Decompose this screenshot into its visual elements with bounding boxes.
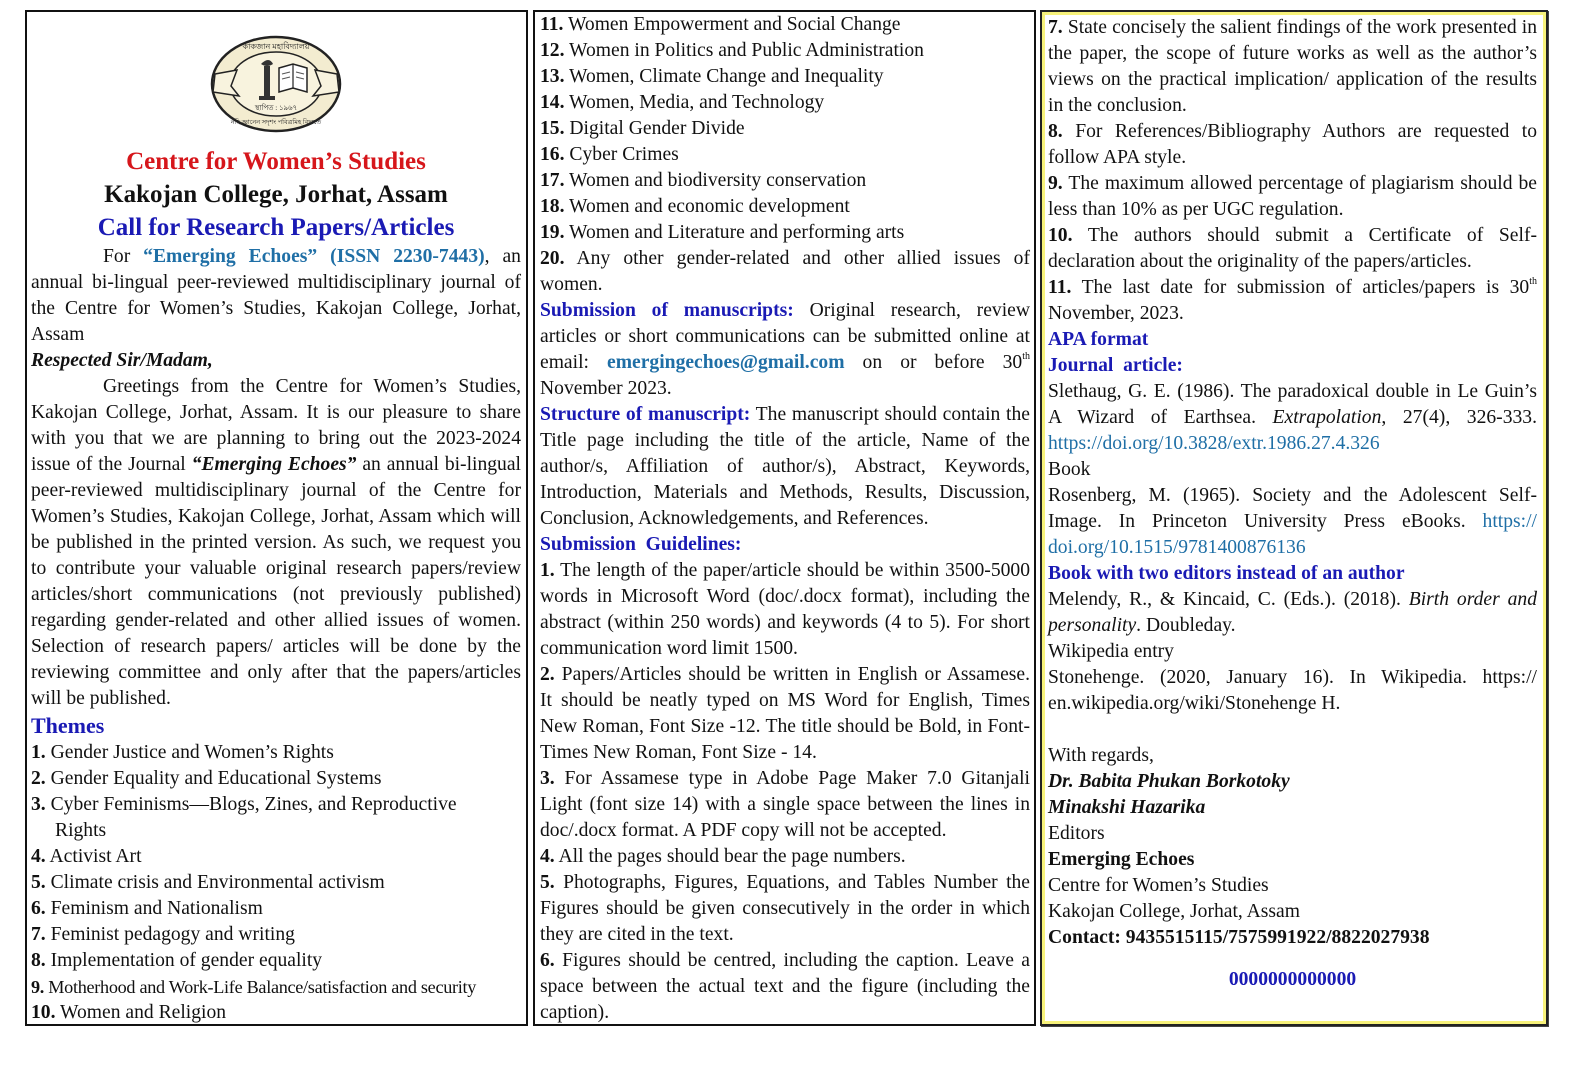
journal-name-em: “Emerging Echoes”	[191, 454, 357, 475]
structure-paragraph: Structure of manuscript: The manuscript should contain the Title page including the title of the article, Name of the author/s, Affiliation of author/s), Abstract, Keywords, Introduction, Materials and Methods, Results, Discussion, Conclusion, Acknowledgements, and References.	[540, 404, 1030, 529]
submission-paragraph: Submission of manuscripts: Original research, review articles or short communications can be submitted online at email: emergingechoes@gmail.com on or before 30th November 2023.	[540, 300, 1030, 399]
theme-item: 18. Women and economic development	[540, 196, 850, 217]
theme-item: 19. Women and Literature and performing arts	[540, 222, 905, 243]
theme-item: 20. Any other gender-related and other allied issues of women.	[540, 248, 1030, 295]
guideline-item: 5. Photographs, Figures, Equations, and Tables Number the Figures should be given consecutively in the order in which they are cited in the text.	[540, 872, 1031, 945]
body-paragraph	[31, 374, 521, 712]
intro-prefix: For	[103, 246, 144, 267]
theme-item: 6. Feminism and Nationalism	[31, 898, 263, 919]
wikipedia-label: Wikipedia entry	[1048, 641, 1174, 662]
journal-doi-link[interactable]: https://doi.org/10.3828/extr.1986.27.4.326	[1048, 433, 1380, 454]
column-3-inner	[1042, 12, 1546, 1024]
guidelines-list	[540, 558, 1030, 1026]
theme-item: 17. Women and biodiversity conservation	[540, 170, 867, 191]
journal-name-signature: Emerging Echoes	[1048, 849, 1195, 870]
college-title: Kakojan College, Jorhat, Assam	[104, 181, 448, 208]
guideline-item: 10. The authors should submit a Certificate of Self-declaration about the originality of the papers/articles.	[1048, 225, 1537, 272]
editor-name-1: Dr. Babita Phukan Borkotoky	[1048, 771, 1290, 792]
guideline-item: 8. For References/Bibliography Authors are requested to follow APA style.	[1048, 121, 1537, 168]
salutation: Respected Sir/Madam,	[31, 350, 213, 371]
guidelines-heading: Submission Guidelines:	[540, 534, 742, 555]
contact-numbers: Contact: 9435515115/7575991922/8822027938	[1048, 927, 1430, 948]
guideline-item: 4. All the pages should bear the page numbers.	[540, 846, 906, 867]
editors-label: Editors	[1048, 823, 1105, 844]
book-label: Book	[1048, 459, 1091, 480]
theme-item: 10. Women and Religion	[31, 1002, 227, 1023]
guideline-item: 7. State concisely the salient findings of the work presented in the paper, the scope of future works as well as the author’s views on the practical implication/ application of the results in the conclusion.	[1048, 17, 1537, 116]
theme-item: 13. Women, Climate Change and Inequality	[540, 66, 884, 87]
column-1	[25, 10, 528, 1026]
structure-heading: Structure of manuscript:	[540, 404, 751, 425]
closing: With regards,	[1048, 745, 1154, 766]
theme-item: 5. Climate crisis and Environmental activism	[31, 872, 385, 893]
submission-email-link[interactable]: emergingechoes@gmail.com	[607, 352, 845, 373]
themes-list-continued	[540, 12, 1030, 298]
book-doi-link[interactable]: https:// doi.org/10.1515/9781400876136	[1048, 511, 1537, 558]
theme-item: 1. Gender Justice and Women’s Rights	[31, 742, 334, 763]
guideline-item: 2. Papers/Articles should be written in English or Assamese. It should be neatly typed on MS Word for English, Times New Roman, Font Size -12. The title should be Bold, in Font-Times New Roman, Font Size - 14.	[540, 664, 1030, 763]
apa-heading: APA format	[1048, 329, 1149, 350]
theme-item: 2. Gender Equality and Educational Systems	[31, 768, 382, 789]
theme-item: 3. Cyber Feminisms—Blogs, Zines, and Reproductive Rights	[31, 794, 457, 841]
column-3	[1040, 10, 1548, 1026]
theme-item: 11. Women Empowerment and Social Change	[540, 14, 901, 35]
wikipedia-reference: Stonehenge. (2020, January 16). In Wikipedia. https:// en.wikipedia.org/wiki/Stonehenge H.	[1048, 667, 1537, 714]
spacer	[1048, 717, 1537, 743]
journal-article-heading: Journal article:	[1048, 355, 1183, 376]
theme-item: 7. Feminist pedagogy and writing	[31, 924, 295, 945]
guidelines-list-continued	[1048, 15, 1537, 327]
svg-text:স্থাপিত : ১৯৬৭: স্থাপিত : ১৯৬৭	[254, 104, 298, 112]
guideline-item: 6. Figures should be centred, including the caption. Leave a space between the actual text and the figure (including the caption).	[540, 950, 1031, 1023]
theme-item: 15. Digital Gender Divide	[540, 118, 745, 139]
org-signature: Centre for Women’s Studies	[1048, 875, 1269, 896]
editor-name-2: Minakshi Hazarika	[1048, 797, 1206, 818]
editors-reference: Melendy, R., & Kincaid, C. (Eds.). (2018). Birth order and personality. Doubleday.	[1048, 589, 1537, 636]
themes-heading: Themes	[31, 713, 105, 738]
book-reference: Rosenberg, M. (1965). Society and the Adolescent Self-Image. In Princeton University Press eBooks. https:// doi.org/10.1515/9781400876136	[1048, 485, 1537, 558]
footer-code: 0000000000000	[1228, 969, 1357, 990]
journal-reference: Slethaug, G. E. (1986). The paradoxical double in Le Guin’s A Wizard of Earthsea. Extrapolation, 27(4), 326-333. https://doi.org/10.3828/extr.1986.27.4.326	[1048, 381, 1537, 454]
theme-item: 16. Cyber Crimes	[540, 144, 679, 165]
column-2	[533, 10, 1036, 1026]
theme-item: 14. Women, Media, and Technology	[540, 92, 825, 113]
intro-suffix: , an annual bi-lingual peer-reviewed multidisciplinary journal of the Centre for Women’s Studies, Kakojan College, Jorhat, Assam	[31, 246, 521, 345]
guideline-item: 9. The maximum allowed percentage of plagiarism should be less than 10% as per UGC regulation.	[1048, 173, 1537, 220]
submission-heading: Submission of manuscripts:	[540, 300, 794, 321]
themes-list	[31, 740, 521, 1026]
college-signature: Kakojan College, Jorhat, Assam	[1048, 901, 1300, 922]
guideline-item: 1. The length of the paper/article should be within 3500-5000 words in Microsoft Word (doc/.docx format), including the abstract (within 250 words) and keywords (4 to 5). For short communication word limit 1500.	[540, 560, 1031, 659]
body-part2: an annual bi-lingual peer-reviewed multidisciplinary journal of the Centre for Women’s Studies, Kakojan College, Jorhat, Assam which will be published in the printed version. As such, we request you to contribute your valuable original research papers/review articles/short communications (not previously published) regarding gender-related and other allied issues of women. Selection of research papers/ articles will be done by the reviewing committee and only after that the papers/articles will be published.	[31, 454, 521, 709]
theme-item: 9. Motherhood and Work-Life Balance/satisfaction and security	[31, 977, 477, 997]
body-part1: Greetings from the Centre for Women’s Studies, Kakojan College, Jorhat, Assam. It is our pleasure to share with you that we are planning to bring out the 2023-2024 issue of the Journal	[31, 376, 521, 475]
theme-item: 8. Implementation of gender equality	[31, 950, 323, 971]
theme-item: 4. Activist Art	[31, 846, 142, 867]
svg-text:কাকজান মহাবিদ্যালয়: কাকজান মহাবিদ্যালয়	[242, 42, 310, 51]
theme-item: 12. Women in Politics and Public Administration	[540, 40, 924, 61]
guideline-item: 3. For Assamese type in Adobe Page Maker 7.0 Gitanjali Light (font size 14) with a single space between the lines in doc/.docx format. A PDF copy will not be accepted.	[540, 768, 1030, 841]
svg-text:নহি জ্ঞানেন সদৃশং পবিত্রমিহ বি: নহি জ্ঞানেন সদৃশং পবিত্রমিহ বিদ্যতে	[230, 119, 322, 126]
two-editors-heading: Book with two editors instead of an author	[1048, 563, 1405, 584]
intro-paragraph	[31, 244, 521, 348]
call-title: Call for Research Papers/Articles	[97, 214, 455, 241]
guideline-item: 11. The last date for submission of articles/papers is 30th November, 2023.	[1048, 276, 1538, 324]
college-seal-icon	[209, 34, 343, 134]
org-title: Centre for Women’s Studies	[126, 148, 426, 175]
journal-name-issn: “Emerging Echoes” (ISSN 2230-7443)	[143, 246, 485, 267]
